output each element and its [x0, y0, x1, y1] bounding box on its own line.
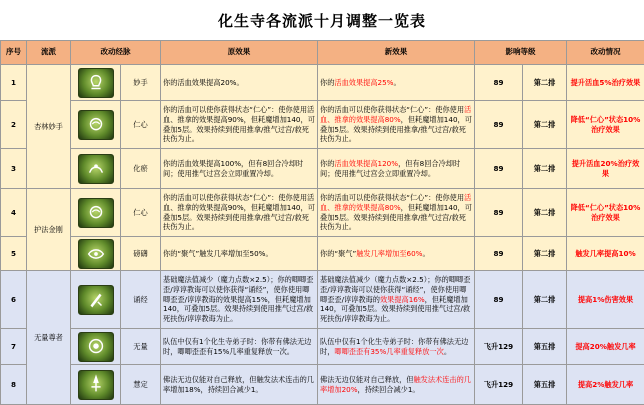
new-effect	[318, 271, 475, 329]
effect-text: 。	[423, 249, 430, 258]
pangbo-icon	[78, 239, 114, 269]
tier-value: 第二排	[523, 149, 567, 189]
header-new: 新效果	[318, 41, 475, 65]
header-seq: 序号	[1, 41, 27, 65]
row-seq: 1	[1, 65, 27, 101]
changed-text: 触发几率增加至60%	[356, 249, 422, 258]
skill-name: 化瘀	[121, 149, 161, 189]
original-effect: 你的活血可以使你获得状态“仁心”：使你使用活血、推拿的效果提高90%，但耗魔增加140，可叠加5层。效果持续到使用推拿/推气过宫/救死扶伤为止。	[161, 101, 318, 149]
tier-value: 第二排	[523, 237, 567, 271]
level-value: 89	[475, 189, 523, 237]
new-effect	[318, 65, 475, 101]
original-effect: 基础魔法值减少（魔力点数×2.5）；你的唧唧歪歪/谆谆教诲可以使你获得“诵经”，使你使用唧唧歪歪/谆谆教诲的效果提高15%，但耗魔增加140，可叠加5层。效果持续到使用推气过宫/救死扶伤/谆谆教诲为止。	[161, 271, 318, 329]
effect-text: 佛法无边仅能对自己释放，但	[320, 375, 413, 384]
row-seq: 3	[1, 149, 27, 189]
header-orig: 原效果	[161, 41, 318, 65]
tier-value: 第五排	[523, 329, 567, 365]
effect-text: ，但耗魔增加140，可叠加5层。效果持续到使用推拿/推气过宫/救死扶伤为止。	[320, 203, 472, 231]
row-seq: 5	[1, 237, 27, 271]
effect-text: 你的“聚气”	[320, 249, 356, 258]
row-seq: 6	[1, 271, 27, 329]
table-row	[1, 329, 644, 365]
original-effect: 你的活血效果提高100%，但有8回合冷却时间；使用推气过宫会立即重置冷却。	[161, 149, 318, 189]
new-effect	[318, 149, 475, 189]
effect-text: 你的活血可以使你获得状态“仁心”：使你使用	[320, 193, 464, 202]
effect-text: 。	[444, 347, 451, 356]
header-level: 影响等级	[475, 41, 567, 65]
row-seq: 4	[1, 189, 27, 237]
tier-value: 第二排	[523, 189, 567, 237]
level-value: 89	[475, 149, 523, 189]
level-value: 89	[475, 65, 523, 101]
skill-icon-cell	[71, 149, 121, 189]
effect-text: 你的	[320, 78, 334, 87]
original-effect: 队伍中仅有1个化生寺弟子时：你带有佛法无边时，唧唧歪歪有15%几率重复释放一次。	[161, 329, 318, 365]
row-seq: 2	[1, 101, 27, 149]
new-effect	[318, 365, 475, 405]
table-row	[1, 237, 644, 271]
change-summary: 提高20%触发几率	[567, 329, 644, 365]
skill-icon-cell	[71, 101, 121, 149]
effect-text: 基础魔法值减少（魔力点数×2.5）；你的唧唧歪歪/谆谆教诲可以使你获得“诵经”，使你使用唧唧歪歪/谆谆教诲的	[320, 275, 470, 303]
huayu-icon	[78, 154, 114, 184]
original-effect: 你的活血效果提高20%。	[161, 65, 318, 101]
effect-text: 。	[394, 78, 401, 87]
page-title: 化生寺各流派十月调整一览表	[0, 0, 644, 40]
effect-text: ，但耗魔增加140，可叠加5层。效果持续到使用推气过宫/救死扶伤/谆谆教诲为止。	[320, 295, 470, 323]
table-row	[1, 189, 644, 237]
skill-icon-cell	[71, 329, 121, 365]
new-effect	[318, 189, 475, 237]
changed-text: 活血、推拿的效果提高80%	[320, 105, 471, 124]
row-seq: 8	[1, 365, 27, 405]
tier-value: 第五排	[523, 365, 567, 405]
change-summary: 提升活血20%治疗效果	[567, 149, 644, 189]
skill-name: 无量	[121, 329, 161, 365]
wuliang-icon	[78, 332, 114, 362]
skill-name: 仁心	[121, 101, 161, 149]
changed-text: 活血、推拿的效果提高80%	[320, 193, 471, 212]
changed-text: 活血效果提高25%	[334, 78, 393, 87]
changed-text: 唧唧歪歪有35%几率重复释放一次	[334, 347, 443, 356]
change-summary: 触发几率提高10%	[567, 237, 644, 271]
effect-text: ，持续回合减少1。	[358, 385, 420, 394]
changed-text: 活血效果提高120%	[334, 159, 398, 168]
effect-text: 你的活血可以使你获得状态“仁心”：使你使用	[320, 105, 464, 114]
changed-text: 触发法术连击的几率增加20%	[320, 375, 471, 394]
new-effect	[318, 329, 475, 365]
skill-name: 妙手	[121, 65, 161, 101]
skill-name: 磅礴	[121, 237, 161, 271]
skill-icon-cell	[71, 65, 121, 101]
effect-text: ，但有8回合冷却时间；使用推气过宫会立即重置冷却。	[320, 159, 460, 178]
renxin-icon	[78, 198, 114, 228]
tier-value: 第二排	[523, 271, 567, 329]
change-summary: 提升活血5%治疗效果	[567, 65, 644, 101]
skill-icon-cell	[71, 271, 121, 329]
huiding-icon	[78, 370, 114, 400]
level-value: 89	[475, 271, 523, 329]
skill-name: 诵经	[121, 271, 161, 329]
school-name: 护法金刚	[27, 189, 71, 271]
effect-text: 队伍中仅有1个化生寺弟子时：你带有佛法无边时，	[320, 337, 468, 356]
table-row	[1, 65, 644, 101]
skill-icon-cell	[71, 189, 121, 237]
renxin-icon	[78, 110, 114, 140]
change-summary: 降低“仁心”状态10%治疗效果	[567, 101, 644, 149]
original-effect: 佛法无边仅能对自己释放，但触发法术连击的几率增加18%，持续回合减少1。	[161, 365, 318, 405]
table-row	[1, 271, 644, 329]
songjing-icon	[78, 285, 114, 315]
change-summary: 提高1%伤害效果	[567, 271, 644, 329]
header-skill: 改动经脉	[71, 41, 161, 65]
change-summary: 提高2%触发几率	[567, 365, 644, 405]
level-value: 89	[475, 101, 523, 149]
school-name: 无量尊者	[27, 271, 71, 405]
changed-text: 效果提高16%	[380, 295, 425, 304]
skill-icon-cell	[71, 237, 121, 271]
table-row	[1, 149, 644, 189]
table-row	[1, 101, 644, 149]
tier-value: 第二排	[523, 101, 567, 149]
new-effect	[318, 237, 475, 271]
new-effect	[318, 101, 475, 149]
level-value: 飞升129	[475, 365, 523, 405]
skill-name: 慧定	[121, 365, 161, 405]
header-change: 改动情况	[567, 41, 644, 65]
level-value: 飞升129	[475, 329, 523, 365]
skill-icon-cell	[71, 365, 121, 405]
skill-name: 仁心	[121, 189, 161, 237]
table-row	[1, 365, 644, 405]
change-summary: 降低“仁心”状态10%治疗效果	[567, 189, 644, 237]
adjustment-table	[0, 40, 644, 405]
effect-text: ，但耗魔增加140，可叠加5层。效果持续到使用推拿/推气过宫/救死扶伤为止。	[320, 115, 472, 143]
original-effect: 你的“聚气”触发几率增加至50%。	[161, 237, 318, 271]
header-school: 流派	[27, 41, 71, 65]
school-name: 杏林妙手	[27, 65, 71, 189]
row-seq: 7	[1, 329, 27, 365]
miaoshou-icon	[78, 68, 114, 98]
original-effect: 你的活血可以使你获得状态“仁心”：使你使用活血、推拿的效果提高90%，但耗魔增加140，可叠加5层。效果持续到使用推拿/推气过宫/救死扶伤为止。	[161, 189, 318, 237]
level-value: 89	[475, 237, 523, 271]
tier-value: 第二排	[523, 65, 567, 101]
effect-text: 你的	[320, 159, 334, 168]
